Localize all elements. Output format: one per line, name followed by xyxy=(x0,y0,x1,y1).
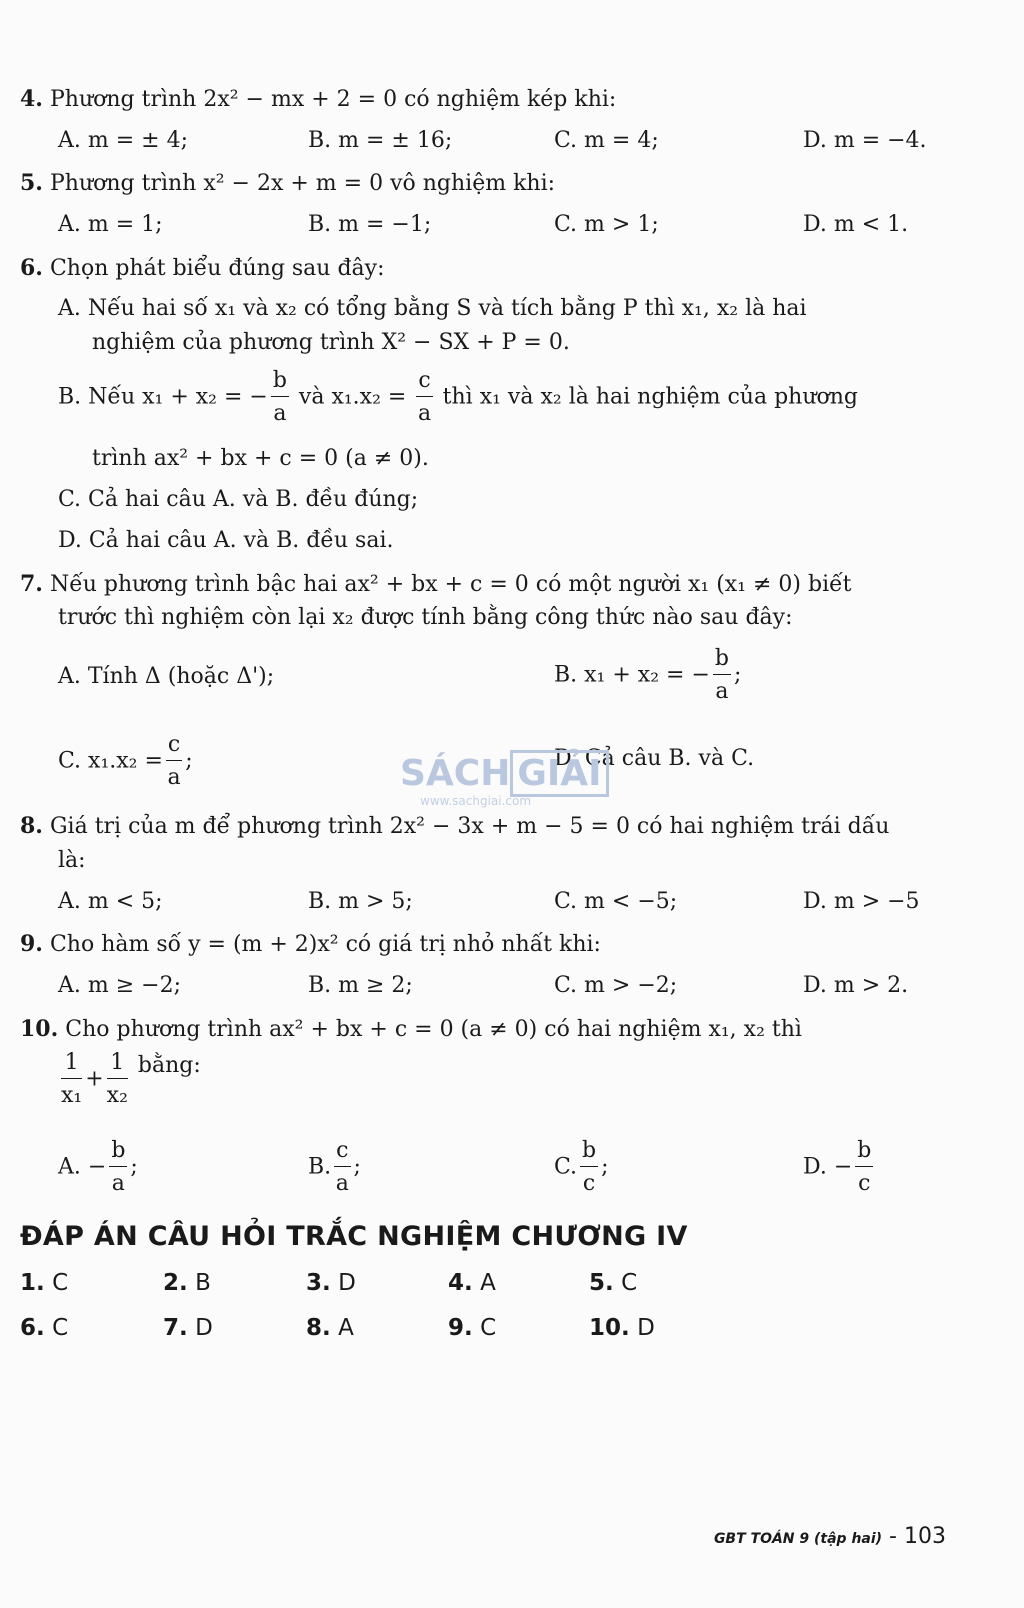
option-b: B. m ≥ 2; xyxy=(308,973,413,998)
question-7 xyxy=(20,571,852,597)
answer-item: 1. C xyxy=(20,1270,69,1296)
question-5 xyxy=(20,170,555,196)
option-d: D. m = −4. xyxy=(803,128,927,153)
option-b: B. m > 5; xyxy=(308,889,413,914)
option-b: B. x₁ + x₂ = − $\frac{b}{a}$ ; xyxy=(554,646,742,704)
answer-item: 10. D xyxy=(589,1315,655,1341)
option-d: D. − $\frac{b}{c}$ xyxy=(803,1138,872,1196)
option-a: A. m = 1; xyxy=(58,212,163,237)
answer-item: 2. B xyxy=(163,1270,211,1296)
answer-item: 4. A xyxy=(448,1270,496,1296)
answers-heading: ĐÁP ÁN CÂU HỎI TRẮC NGHIỆM CHƯƠNG IV xyxy=(20,1221,688,1252)
question-text: Giá trị của m để phương trình 2x² − 3x + m − 5 = 0 có hai nghiệm trái dấu xyxy=(49,814,890,839)
question-text: Chọn phát biểu đúng sau đây: xyxy=(49,256,385,281)
question-text: Cho phương trình ax² + bx + c = 0 (a ≠ 0) có hai nghiệm x₁, x₂ thì xyxy=(65,1017,802,1042)
question-number: 5. xyxy=(20,170,43,196)
question-6 xyxy=(20,255,385,281)
page-footer: GBT TOÁN 9 (tập hai) - 103 xyxy=(713,1524,946,1549)
book-title: GBT TOÁN 9 (tập hai) xyxy=(713,1531,883,1547)
option-a: A. m ≥ −2; xyxy=(58,973,181,998)
option-a-line2: nghiệm của phương trình X² − SX + P = 0. xyxy=(92,330,570,355)
option-c: C. m > 1; xyxy=(554,212,659,237)
question-number: 4. xyxy=(20,86,43,112)
watermark-url: www.sachgiai.com xyxy=(420,794,532,808)
option-a: A. − $\frac{b}{a}$ ; xyxy=(58,1138,138,1196)
answer-item: 9. C xyxy=(448,1315,497,1341)
answer-item: 8. A xyxy=(306,1315,354,1341)
option-c: C. m = 4; xyxy=(554,128,659,153)
watermark-right: GIẢI xyxy=(510,750,608,797)
fraction-c-over-a: $\frac{c}{a}$ xyxy=(167,732,181,790)
fraction-b-over-a: $\frac{b}{a}$ xyxy=(272,368,287,426)
question-number: 10. xyxy=(20,1016,59,1042)
option-a-line1: A. Nếu hai số x₁ và x₂ có tổng bằng S và tích bằng P thì x₁, x₂ là hai xyxy=(58,296,807,321)
question-number: 9. xyxy=(20,931,43,957)
option-b: B. $\frac{c}{a}$ ; xyxy=(308,1138,361,1196)
page-number: 103 xyxy=(904,1524,946,1549)
option-c: C. m > −2; xyxy=(554,973,678,998)
option-c: C. Cả hai câu A. và B. đều đúng; xyxy=(58,487,419,512)
option-d: D. m < 1. xyxy=(803,212,909,237)
question-8 xyxy=(20,813,889,839)
option-d: D. m > −5 xyxy=(803,889,920,914)
fraction-b-over-a: $\frac{b}{a}$ xyxy=(111,1138,126,1196)
question-number: 8. xyxy=(20,813,43,839)
option-d: D. Cả câu B. và C. xyxy=(554,746,755,771)
question-text-line2: trước thì nghiệm còn lại x₂ được tính bằng công thức nào sau đây: xyxy=(58,605,793,630)
question-number: 7. xyxy=(20,571,43,597)
question-4 xyxy=(20,86,616,112)
answer-item: 5. C xyxy=(589,1270,638,1296)
option-b-line2: trình ax² + bx + c = 0 (a ≠ 0). xyxy=(92,446,429,471)
fraction-b-over-c: $\frac{b}{c}$ xyxy=(582,1138,597,1196)
fraction-1-over-x2: $\frac{1}{\text{x₂}}$ xyxy=(106,1050,128,1108)
option-d: D. m > 2. xyxy=(803,973,909,998)
fraction-c-over-a: $\frac{c}{a}$ xyxy=(417,368,432,426)
fraction-b-over-c: $\frac{b}{c}$ xyxy=(857,1138,872,1196)
question-9 xyxy=(20,931,601,957)
watermark xyxy=(400,750,620,810)
option-a: A. Tính Δ (hoặc Δ'); xyxy=(58,664,275,689)
question-10 xyxy=(20,1016,802,1042)
option-b: B. m = ± 16; xyxy=(308,128,453,153)
option-a: A. m < 5; xyxy=(58,889,163,914)
option-b-line1: B. Nếu x₁ + x₂ = − $\frac{b}{a}$ và x₁.x₂ = $\frac{c}{a}$ thì x₁ và x₂ là hai nghiệm của phương xyxy=(58,368,858,426)
option-d: D. Cả hai câu A. và B. đều sai. xyxy=(58,528,394,553)
answer-item: 7. D xyxy=(163,1315,213,1341)
option-b: B. m = −1; xyxy=(308,212,432,237)
option-c: C. x₁.x₂ = $\frac{c}{a}$ ; xyxy=(58,732,193,790)
option-c: C. $\frac{b}{c}$ ; xyxy=(554,1138,609,1196)
question-number: 6. xyxy=(20,255,43,281)
answer-item: 3. D xyxy=(306,1270,356,1296)
fraction-b-over-a: $\frac{b}{a}$ xyxy=(714,646,729,704)
fraction-1-over-x1: $\frac{1}{\text{x₁}}$ xyxy=(61,1050,83,1108)
question-text: Phương trình x² − 2x + m = 0 vô nghiệm khi: xyxy=(49,171,556,196)
reciprocal-sum: $\frac{1}{\text{x₁}}$ + $\frac{1}{\text{x₂}}$ bằng: xyxy=(61,1050,201,1108)
question-text: Phương trình 2x² − mx + 2 = 0 có nghiệm kép khi: xyxy=(49,87,617,112)
fraction-c-over-a: $\frac{c}{a}$ xyxy=(335,1138,349,1196)
question-text: Nếu phương trình bậc hai ax² + bx + c = 0 có một người x₁ (x₁ ≠ 0) biết xyxy=(49,572,852,597)
option-a: A. m = ± 4; xyxy=(58,128,188,153)
question-text: Cho hàm số y = (m + 2)x² có giá trị nhỏ nhất khi: xyxy=(49,932,601,957)
question-text-line2: là: xyxy=(58,848,86,873)
watermark-left: SÁCH xyxy=(400,753,511,794)
option-c: C. m < −5; xyxy=(554,889,678,914)
answer-item: 6. C xyxy=(20,1315,69,1341)
